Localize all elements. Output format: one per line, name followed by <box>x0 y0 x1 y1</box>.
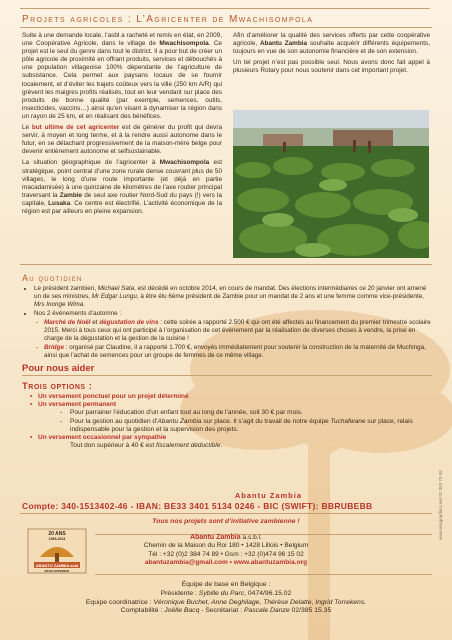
text-run: , est décédé en octobre 2014, en cours de mandat. Des élections intermédiaires ce 20 janvier ont amené un de ses ministres, <box>34 285 427 300</box>
text-run: souhaite acquérir différents équipements, toujours en vue de son autonomie financière et de son extension. <box>233 40 430 56</box>
board-team-names: Véronique Buchet, Anne Deghilage, Thérèse Delatte, Ingrid Torrekens. <box>153 598 367 606</box>
section-title-quotidien: Au quotidien <box>22 273 83 283</box>
text-run: La situation géographique de l’agricenter à <box>22 159 160 167</box>
text-run: Le président zambien, <box>34 285 98 292</box>
help-title: Pour nous aider <box>22 363 432 376</box>
emphasis-text: Marché de Noël <box>44 319 91 326</box>
options-list <box>30 393 430 450</box>
bank-account-line: Compte: 340-1513402-46 - IBAN: BE33 3401 5134 0246 - BIC (SWIFT): BBRUBEBB <box>22 501 373 511</box>
board-block <box>0 581 452 616</box>
text-run: . <box>83 301 86 308</box>
dash-marker: - <box>60 417 63 425</box>
board-line-1: Équipe de base en Belgique : <box>181 581 271 588</box>
text-run: est de générer du profit qui devra servir, à moyen et long terme, et à la rendre aussi autonome dans le futur, en se détachant progressivement de la maison-mère belge pour devenir entièrement autonome et selfsustainable. <box>22 124 223 156</box>
option-detail <box>30 409 430 417</box>
text-run: sur place, relais indispensable pour la gestion et la supervision des projets. <box>70 417 413 433</box>
text-run: Suite à une demande locale, l’asbl a racheté et remis en état, en 2009, une Coopérative Agricole, dans le village de <box>22 32 223 48</box>
option-label: • Un versement permanent <box>30 401 430 409</box>
paragraph <box>233 59 430 75</box>
text-run: . Ce centre est électrifié. L’activité économique de la région est par ailleurs en pleine expansion. <box>22 199 222 215</box>
text-run: et <box>90 319 100 326</box>
address-line-1: Chemin de la Maison du Roi 180 • 1428 Lillois • Belgium <box>143 542 309 550</box>
right-column-text <box>233 32 430 78</box>
option-label: • Un versement occasionnel par sympathie <box>30 434 430 442</box>
header-rule <box>20 8 430 9</box>
emphasis-text: Mwachisompola <box>159 40 209 48</box>
option-detail <box>30 442 430 450</box>
board-accounting-name: Joëlle Bacq <box>164 607 200 615</box>
address-line-3[interactable]: abantuzambia@gmail.com • www.abantuzambia.org <box>144 559 308 567</box>
option-detail <box>30 418 430 434</box>
news-subitem <box>44 344 432 360</box>
text-run: : organisé par Claudine, il a rapporté 1.700 €, envoyés immédiatement pour soutenir la construction de la maternité de Muchinga, ainsi que l’achat de semences pour un groupe de femmes de ce même village. <box>44 344 426 359</box>
emphasis-text: Abantu Zambia <box>259 40 308 48</box>
address-block <box>0 534 452 568</box>
news-item <box>34 285 432 309</box>
dash-marker: - <box>60 409 63 417</box>
address-org-suffix: a.s.b.l. <box>240 534 262 541</box>
board-accounting-label: Comptabilité : <box>120 607 165 615</box>
paragraph <box>22 159 222 216</box>
logo-years: 20 ANS <box>48 531 66 537</box>
text-run: est stratégique, point central d’une zone rurale dense couvrant plus de 50 villages, le long d’une route importante (et déjà en partie macadamisée) à une quinzaine de kilomètres de l’axe routier principal traversant la <box>22 159 222 199</box>
italic-text: Mr Edgar Lungu <box>91 293 137 300</box>
text-run: Le <box>22 124 32 132</box>
paragraph <box>22 124 222 156</box>
italic-text: Michael Sata <box>97 285 135 292</box>
address-org: Abantu Zambia <box>190 534 241 541</box>
gifts-note: Tous nos projets sont d’initiative zambienne ! <box>152 518 300 525</box>
options-title: Trois options : <box>22 381 93 392</box>
text-run: : cette soirée a rapporté 2.500 € qui ont été affectés au financement du premier trimestre scolaire 2015. Merci à tous ceux qui ont participé à l’organisation de cet évènement par la réalisation de diverses choses à vendre, la prise en charge de la dégustation et la gestion de la cuisine ! <box>44 319 431 342</box>
bank-holder <box>0 491 452 500</box>
emphasis-text: dégustation de vins <box>99 319 159 326</box>
board-team-label: Equipe coordinatrice : <box>85 598 154 606</box>
logo-name: ABANTU ZAMBIA asbl <box>35 563 79 568</box>
text-run: Pour la gestion au quotidien d’ <box>70 417 158 425</box>
board-president-label: Présidente : <box>160 589 199 597</box>
board-president-phone: , 0474/96.15.02 <box>244 589 292 597</box>
address-rule-bottom <box>95 574 432 575</box>
italic-text: fiscalement déductible <box>156 442 221 450</box>
news-subitem <box>44 319 432 343</box>
italic-text: Abantu Zambia <box>157 417 202 425</box>
italic-text: Mrs Inonge Wima <box>34 301 84 308</box>
bank-holder-name: Abantu Zambia <box>234 491 302 500</box>
text-run: sur place. Il s’agit du travail de notre équipe <box>201 417 331 425</box>
emphasis-text: Lusaka <box>48 199 71 207</box>
paragraph <box>22 32 222 121</box>
text-run: de seul axe routier Nord-Sud du pays (!) vers la capitale, <box>22 191 222 207</box>
text-run: Tout don supérieur à 40 € est <box>70 442 157 450</box>
field-photo <box>233 110 429 258</box>
text-run: Pour parrainer l’éducation d’un enfant tout au long de l’année, soit 30 € par mois. <box>70 409 303 417</box>
italic-text: Tuchafwane <box>330 417 366 425</box>
side-credit: www.mixgraphics.net 02 383 70 56 <box>438 470 443 540</box>
board-secretary-name: Pascale Danze <box>243 607 290 615</box>
board-secretary-phone: 02/385 15.35 <box>289 607 332 615</box>
option-label: • Un versement ponctuel pour un projet déterminé <box>30 393 430 401</box>
address-line-2: Tél : +32 (0)2 384 74 89 • Gsm : +32 (0)474 96 15 02 <box>148 550 304 558</box>
bank-rule <box>20 513 432 514</box>
section-title-projets: Projets agricoles : L’Agricenter de Mwachisompola <box>22 14 314 25</box>
emphasis-text: but ultime de cet agricenter <box>31 124 120 132</box>
board-president-name: Sybille du Parc <box>198 589 245 597</box>
text-run: . <box>220 442 223 450</box>
emphasis-text: Bridge <box>44 344 64 351</box>
logo-range: 1994-2014 <box>48 537 66 541</box>
emphasis-text: Mwachisompola <box>159 159 210 167</box>
emphasis-text: Zambie <box>59 191 83 199</box>
text-run: Nos 2 événements d’automne : <box>34 310 122 317</box>
board-secretary-label: - Secrétariat : <box>199 607 244 615</box>
paragraph <box>233 32 430 56</box>
text-run: , à être élu 6ème président de Zambie pour un mandat de 2 ans et une femme comme vice-présidente, <box>136 293 424 300</box>
text-run: . Ce projet est le seul du genre dans tout le district. Il a pour but de créer un pôle agricole de proximité en offrant produits, services et débouchés à une population villageoise 100% dépendante de l’agriculture de subsistance. Cela permet aux paysans locaux de se fournir localement, et d’éviter les trajets coûteux vers la ville (250 km A/R) qui grèvent les maigres profits réalisés, tout en leur vendant sur place des produits de bonne qualité (par exemple, semences, outils, insecticides, vaccins…) ainsi qu’en visant à dynamiser la région dans un rayon de 25 km, et en réalisant des bénéfices. <box>22 40 223 120</box>
news-item <box>34 310 432 360</box>
logo-tagline: DÉVELOPPEMENT <box>44 569 70 573</box>
title-rule <box>20 27 432 28</box>
text-run: Un tel projet n’est pas possible seul. Nous avons donc fait appel à plusieurs Rotary pour nous soutenir dans cet important projet. <box>233 59 430 75</box>
section-divider <box>20 264 432 265</box>
left-column-text <box>22 32 222 219</box>
news-list <box>22 285 432 361</box>
text-run: Afin d’améliorer la qualité des services offerts par cette coopérative agricole, <box>233 32 430 48</box>
